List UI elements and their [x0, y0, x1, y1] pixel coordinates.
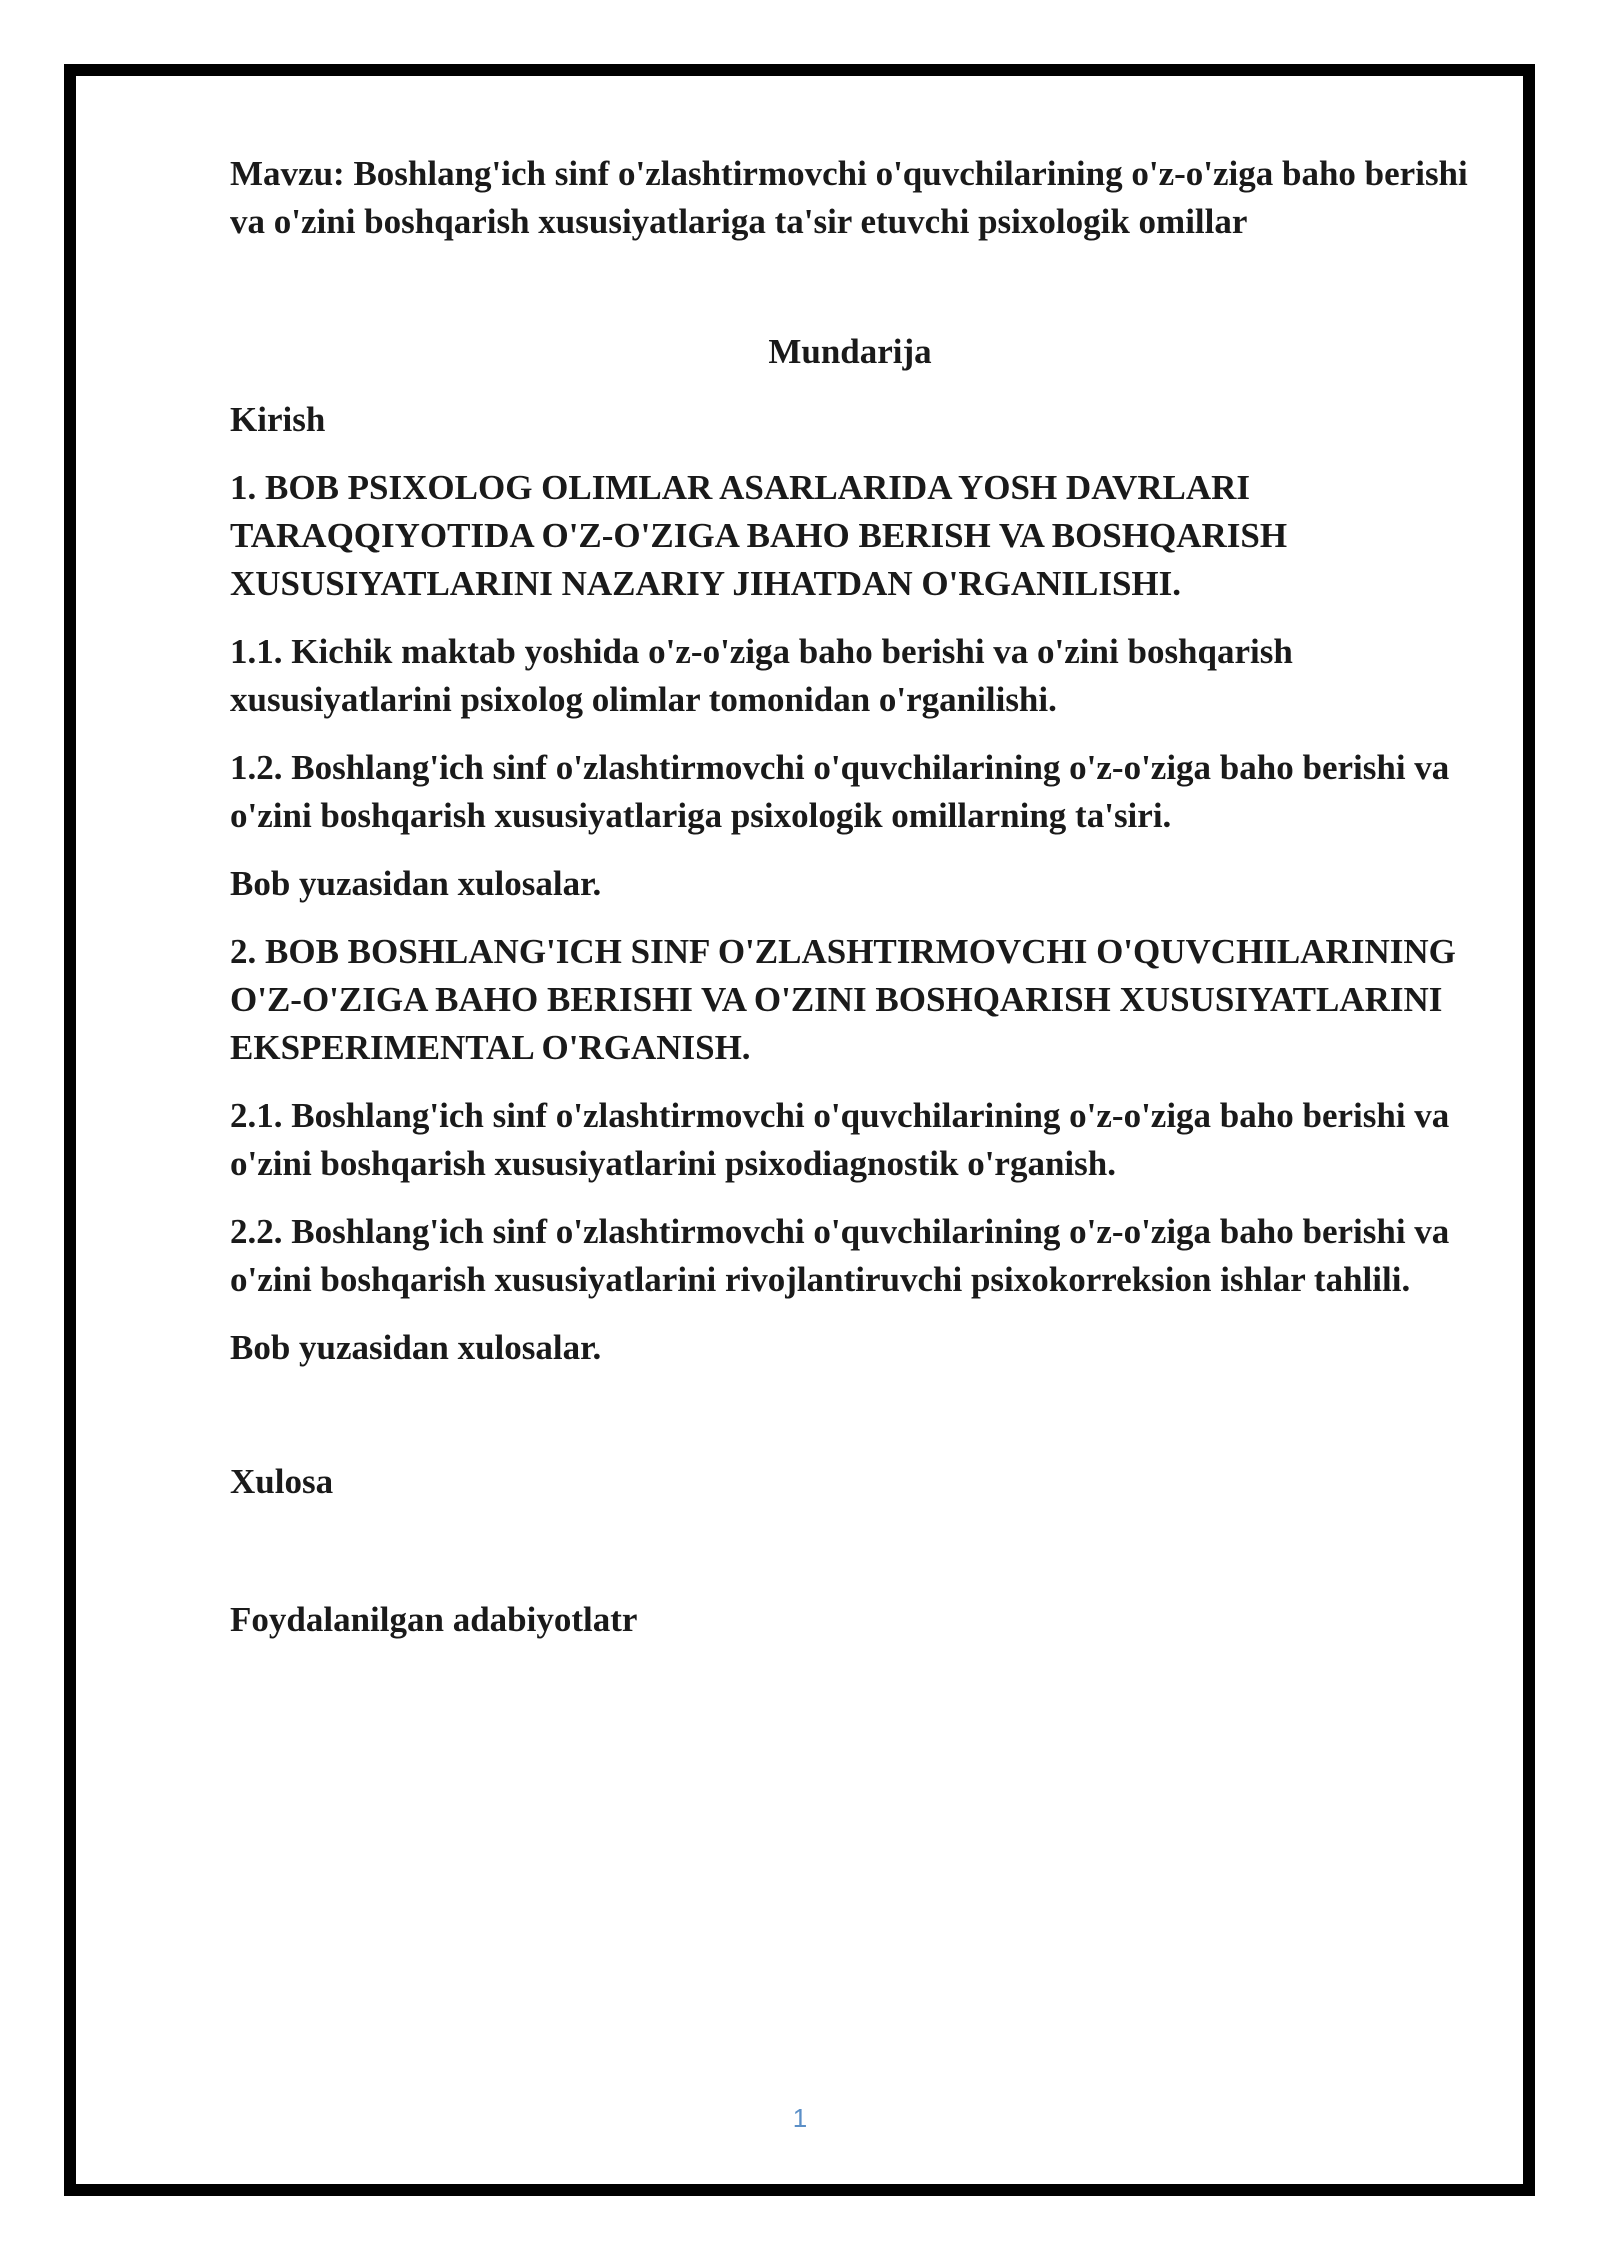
document-topic: Mavzu: Boshlang'ich sinf o'zlashtirmovchi o'quvchilarining o'z-o'ziga baho berishi va o'zini boshqarish xususiyatlariga ta'sir etuvchi psixologik omillar: [230, 154, 1468, 241]
toc-item-chapter-1-conclusions: Bob yuzasidan xulosalar.: [230, 864, 602, 903]
toc-item-section-2-2: 2.2. Boshlang'ich sinf o'zlashtirmovchi o'quvchilarining o'z-o'ziga baho berishi va o'zini boshqarish xususiyatlarini rivojlantiruvchi psixokorreksion ishlar tahlili.: [230, 1212, 1450, 1299]
document-body: [230, 150, 1470, 1644]
toc-item-section-1-2: 1.2. Boshlang'ich sinf o'zlashtirmovchi o'quvchilarining o'z-o'ziga baho berishi va o'zini boshqarish xususiyatlariga psixologik omillarning ta'siri.: [230, 748, 1450, 835]
toc-item-chapter-2: 2. BOB BOSHLANG'ICH SINF O'ZLASHTIRMOVCHI O'QUVCHILARINING O'Z-O'ZIGA BAHO BERISHI VA O'ZINI BOSHQARISH XUSUSIYATLARINI EKSPERIMENTAL O'RGANISH.: [230, 932, 1456, 1067]
toc-item-introduction: Kirish: [230, 400, 326, 439]
toc-item-chapter-2-conclusions: Bob yuzasidan xulosalar.: [230, 1328, 602, 1367]
toc-heading: Mundarija: [768, 332, 932, 371]
toc-item-conclusion: Xulosa: [230, 1462, 334, 1501]
toc-item-references: Foydalanilgan adabiyotlatr: [230, 1600, 638, 1639]
toc-item-section-1-1: 1.1. Kichik maktab yoshida o'z-o'ziga baho berishi va o'zini boshqarish xususiyatlarini psixolog olimlar tomonidan o'rganilishi.: [230, 632, 1293, 719]
toc-item-section-2-1: 2.1. Boshlang'ich sinf o'zlashtirmovchi o'quvchilarining o'z-o'ziga baho berishi va o'zini boshqarish xususiyatlarini psixodiagnostik o'rganish.: [230, 1096, 1450, 1183]
toc-item-chapter-1: 1. BOB PSIXOLOG OLIMLAR ASARLARIDA YOSH DAVRLARI TARAQQIYOTIDA O'Z-O'ZIGA BAHO BERISH VA BOSHQARISH XUSUSIYATLARINI NAZARIY JIHATDAN O'RGANILISHI.: [230, 468, 1288, 603]
table-of-contents: [230, 396, 1470, 1644]
page-number: 1: [792, 2103, 808, 2133]
